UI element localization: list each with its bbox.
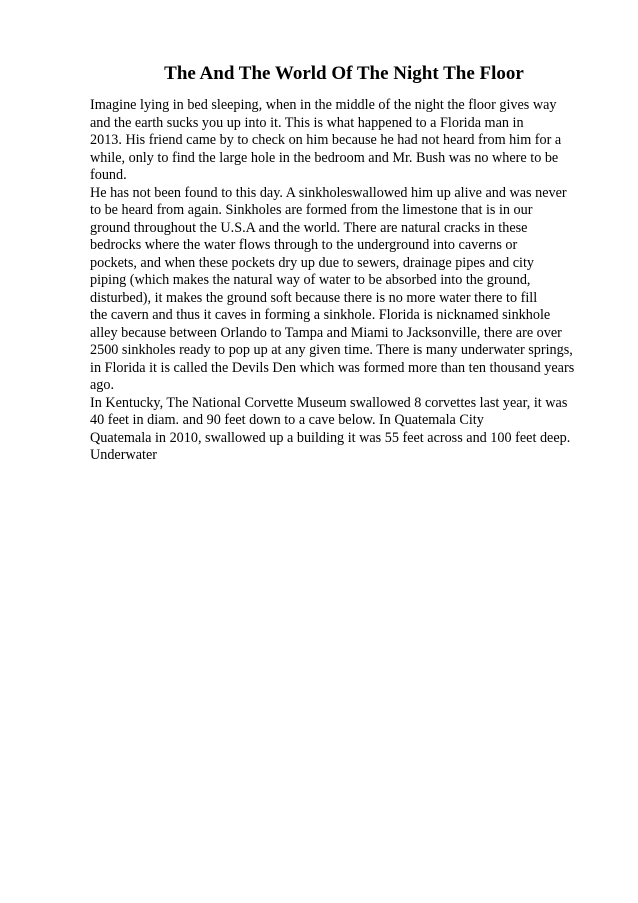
text-line: pockets, and when these pockets dry up due to sewers, drainage pipes and city <box>90 254 535 271</box>
text-line: to be heard from again. Sinkholes are formed from the limestone that is in our <box>90 202 533 218</box>
text-line: the cavern and thus it caves in forming a sinkhole. Florida is nicknamed sinkhole <box>90 307 551 323</box>
text-line: 2500 sinkholes ready to pop up at any given time. There is many underwater springs, <box>90 342 573 358</box>
text-line: while, only to find the large hole in the bedroom and Mr. Bush was no where to be <box>90 149 559 166</box>
text-line: Quatemala in 2010, swallowed up a building it was 55 feet across and 100 feet deep. <box>90 429 571 446</box>
text-line: alley because between Orlando to Tampa and Miami to Jacksonville, there are over <box>90 324 562 341</box>
page-title: The And The World Of The Night The Floor <box>164 63 524 84</box>
text-line: ground throughout the U.S.A and the world. There are natural cracks in these <box>90 219 528 236</box>
text-line: disturbed), it makes the ground soft because there is no more water there to fill <box>90 289 538 306</box>
text-line: and the earth sucks you up into it. This is what happened to a Florida man in <box>90 114 524 131</box>
text-line: In Kentucky, The National Corvette Museum swallowed 8 corvettes last year, it was <box>90 394 568 411</box>
body-text <box>90 97 610 465</box>
text-line: 2013. His friend came by to check on him because he had not heard from him for a <box>90 132 562 148</box>
text-line: bedrocks where the water flows through to the underground into caverns or <box>90 237 518 253</box>
text-line: Underwater <box>90 447 157 463</box>
text-line: He has not been found to this day. A sinkholeswallowed him up alive and was never <box>90 184 567 201</box>
text-line: found. <box>90 167 127 183</box>
text-line: piping (which makes the natural way of water to be absorbed into the ground, <box>90 272 531 288</box>
text-line: ago. <box>90 377 115 393</box>
text-line: in Florida it is called the Devils Den which was formed more than ten thousand years <box>90 359 575 376</box>
text-line: 40 feet in diam. and 90 feet down to a cave below. In Quatemala City <box>90 412 484 428</box>
text-line: Imagine lying in bed sleeping, when in the middle of the night the floor gives way <box>90 97 557 113</box>
